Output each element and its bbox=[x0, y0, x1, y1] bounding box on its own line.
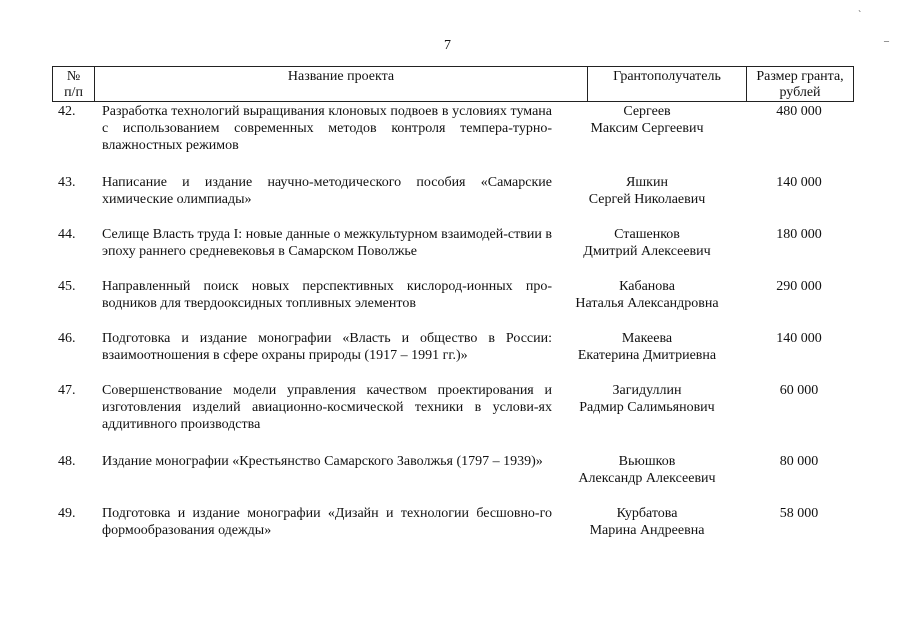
row-num: 49. bbox=[58, 506, 76, 521]
recipient-surname: Яшкин bbox=[626, 175, 668, 190]
row-amount: 480 000 bbox=[776, 104, 822, 119]
row-num: 48. bbox=[58, 454, 76, 469]
row-amount: 140 000 bbox=[776, 175, 822, 190]
row-amount: 58 000 bbox=[779, 506, 819, 521]
header-title: Название проекта bbox=[95, 67, 588, 101]
row-amount: 80 000 bbox=[779, 454, 819, 469]
recipient-surname: Кабанова bbox=[619, 279, 675, 294]
row-title: Подготовка и издание монографии «Дизайн и технологии бесшовно-го формообразования одежды» bbox=[102, 506, 552, 538]
recipient-name: Наталья Александровна bbox=[575, 296, 719, 311]
row-num: 42. bbox=[58, 104, 76, 119]
row-recipient bbox=[562, 278, 732, 312]
recipient-name: Дмитрий Алексеевич bbox=[583, 244, 711, 259]
row-title: Селище Власть труда I: новые данные о межкультурном взаимодей-ствии в эпоху раннего средневековья в Самарском Поволжье bbox=[102, 227, 552, 259]
row-recipient bbox=[562, 103, 732, 137]
header-recipient: Грантополучатель bbox=[588, 67, 747, 101]
row-num: 43. bbox=[58, 175, 76, 190]
row-recipient bbox=[562, 226, 732, 260]
row-num: 44. bbox=[58, 227, 76, 242]
row-recipient bbox=[562, 505, 732, 539]
recipient-name: Марина Андреевна bbox=[589, 523, 705, 538]
row-title: Совершенствование модели управления качеством проектирования и изготовления изделий авиационно-космической техники в услови-ях аддитивного производства bbox=[102, 383, 552, 432]
recipient-surname: Загидуллин bbox=[612, 383, 682, 398]
recipient-surname: Макеева bbox=[621, 331, 673, 346]
recipient-surname: Сташенков bbox=[614, 227, 680, 242]
row-recipient bbox=[562, 174, 732, 208]
row-amount: 140 000 bbox=[776, 331, 822, 346]
row-title: Подготовка и издание монографии «Власть и общество в России: взаимоотношения в сфере охраны природы (1917 – 1991 гг.)» bbox=[102, 331, 552, 363]
recipient-surname: Вьюшков bbox=[618, 454, 676, 469]
recipient-name: Радмир Салимьянович bbox=[579, 400, 715, 415]
row-title: Разработка технологий выращивания клоновых подвоев в условиях тумана с использованием современных методов контроля темпера-турно-влажностных режимов bbox=[102, 104, 552, 153]
row-title: Написание и издание научно-методического пособия «Самарские химические олимпиады» bbox=[102, 175, 552, 207]
row-recipient bbox=[562, 330, 732, 364]
recipient-name: Александр Алексеевич bbox=[578, 471, 716, 486]
row-amount: 60 000 bbox=[779, 383, 819, 398]
recipient-surname: Курбатова bbox=[616, 506, 678, 521]
scan-speck: ˋ bbox=[858, 10, 862, 21]
recipient-name: Сергей Николаевич bbox=[588, 192, 706, 207]
row-num: 46. bbox=[58, 331, 76, 346]
row-amount: 290 000 bbox=[776, 279, 822, 294]
row-title: Издание монографии «Крестьянство Самарского Заволжья (1797 – 1939)» bbox=[102, 454, 543, 469]
row-recipient bbox=[562, 453, 732, 487]
recipient-name: Екатерина Дмитриевна bbox=[577, 348, 717, 363]
scan-speck: – bbox=[884, 36, 889, 47]
header-num: № п/п bbox=[53, 67, 95, 101]
row-amount: 180 000 bbox=[776, 227, 822, 242]
recipient-name: Максим Сергеевич bbox=[590, 121, 704, 136]
row-recipient bbox=[562, 382, 732, 416]
row-num: 45. bbox=[58, 279, 76, 294]
row-title: Направленный поиск новых перспективных кислород-ионных про-водников для твердооксидных топливных элементов bbox=[102, 279, 552, 311]
header-amount: Размер гранта, рублей bbox=[756, 69, 844, 100]
row-num: 47. bbox=[58, 383, 76, 398]
page-number: 7 bbox=[444, 38, 451, 53]
recipient-surname: Сергеев bbox=[623, 104, 671, 119]
table-header bbox=[52, 66, 854, 102]
